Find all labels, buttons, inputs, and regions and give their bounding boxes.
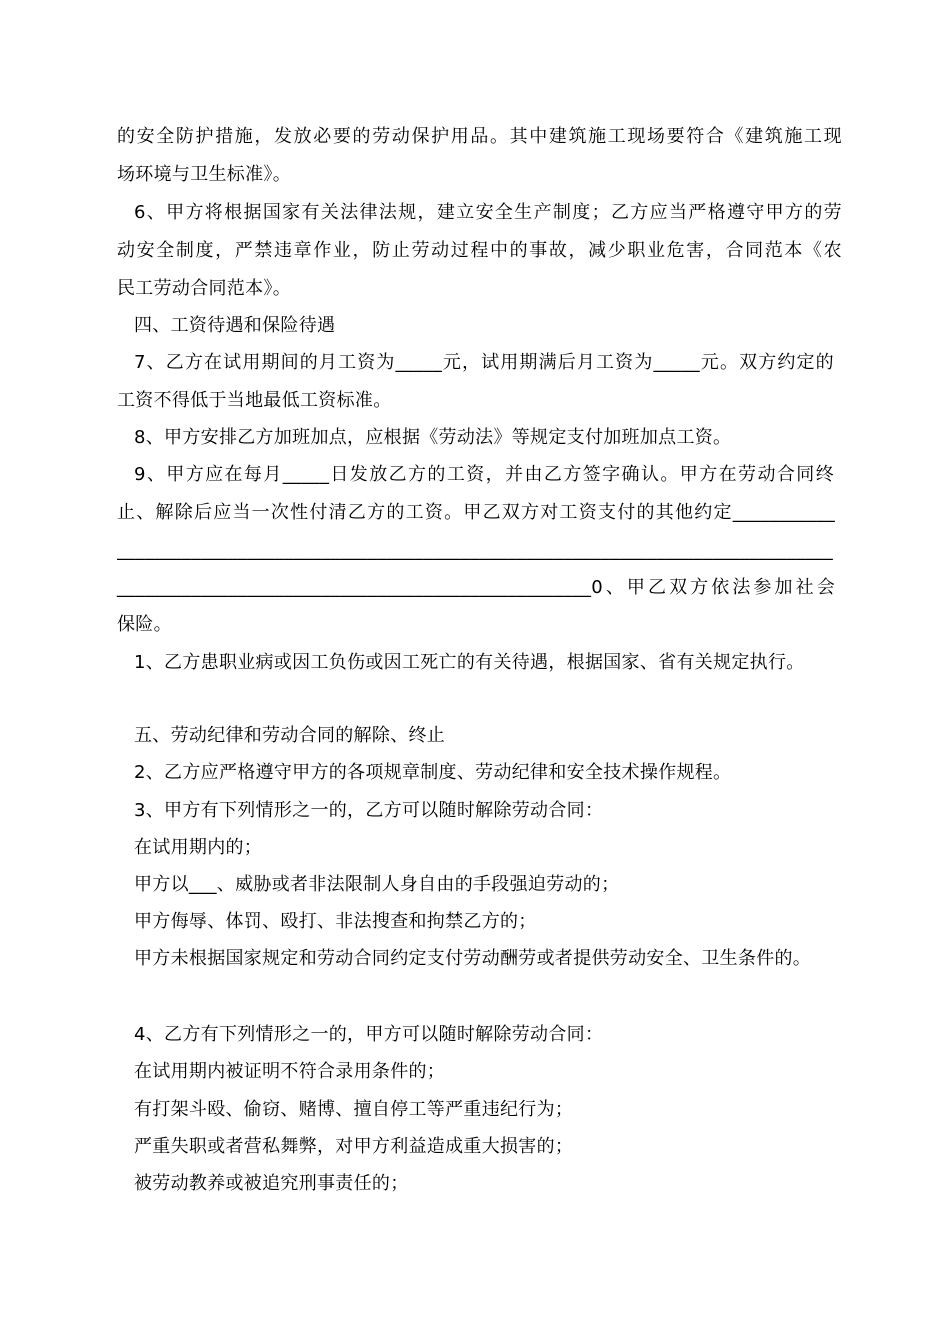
list-item: 甲方侮辱、体罚、殴打、非法搜查和拘禁乙方的； bbox=[134, 911, 537, 932]
list-item: 严重失职或者营私舞弊，对甲方利益造成重大损害的； bbox=[134, 1136, 574, 1157]
list-item: 在试用期内的； bbox=[134, 837, 263, 858]
paragraph-line: 3、甲方有下列情形之一的，乙方可以随时解除劳动合同： bbox=[134, 800, 604, 821]
paragraph-line: 保险。 bbox=[117, 614, 172, 635]
paragraph-line: 场环境与卫生标准》。 bbox=[117, 164, 291, 185]
paragraph-line: 9、甲方应在每月_____日发放乙方的工资，并由乙方签字确认。甲方在劳动合同终 bbox=[134, 464, 834, 485]
list-item: 甲方未根据国家规定和劳动合同约定支付劳动酬劳或者提供劳动安全、卫生条件的。 bbox=[134, 948, 812, 969]
section-heading: 五、劳动纪律和劳动合同的解除、终止 bbox=[134, 725, 446, 746]
paragraph-line: 7、乙方在试用期间的月工资为_____元，试用期满后月工资为_____元。双方约定的 bbox=[134, 352, 834, 373]
list-item: 有打架斗殴、偷窃、赌博、擅自停工等严重违纪行为； bbox=[134, 1099, 574, 1120]
paragraph-line: 4、乙方有下列情形之一的，甲方可以随时解除劳动合同： bbox=[134, 1024, 604, 1045]
paragraph-line: 6、甲方将根据国家有关法律法规，建立安全生产制度；乙方应当严格遵守甲方的劳 bbox=[134, 202, 842, 223]
list-item: 被劳动教养或被追究刑事责任的； bbox=[134, 1173, 409, 1194]
paragraph-line: 止、解除后应当一次性付清乙方的工资。甲乙双方对工资支付的其他约定___________ bbox=[117, 502, 835, 523]
list-item: 在试用期内被证明不符合录用条件的； bbox=[134, 1061, 446, 1082]
paragraph-line: ___________________________________________________0、甲乙双方依法参加社会 bbox=[117, 577, 835, 598]
paragraph-line: 工资不得低于当地最低工资标准。 bbox=[117, 390, 392, 411]
paragraph-line: 动安全制度，严禁违章作业，防止劳动过程中的事故，减少职业危害，合同范本《农 bbox=[117, 240, 842, 261]
blank-fill-line: _____________________________________________________________________________ bbox=[117, 540, 833, 561]
paragraph-line: 1、乙方患职业病或因工负伤或因工死亡的有关待遇，根据国家、省有关规定执行。 bbox=[134, 652, 805, 673]
paragraph-line: 民工劳动合同范本》。 bbox=[117, 278, 291, 299]
paragraph-line: 8、甲方安排乙方加班加点，应根据《劳动法》等规定支付加班加点工资。 bbox=[134, 427, 732, 448]
section-heading: 四、工资待遇和保险待遇 bbox=[134, 315, 336, 336]
paragraph-line: 的安全防护措施，发放必要的劳动保护用品。其中建筑施工现场要符合《建筑施工现 bbox=[117, 126, 842, 147]
paragraph-line: 2、乙方应严格遵守甲方的各项规章制度、劳动纪律和安全技术操作规程。 bbox=[134, 762, 732, 783]
list-item: 甲方以___、威胁或者非法限制人身自由的手段强迫劳动的； bbox=[134, 874, 620, 895]
